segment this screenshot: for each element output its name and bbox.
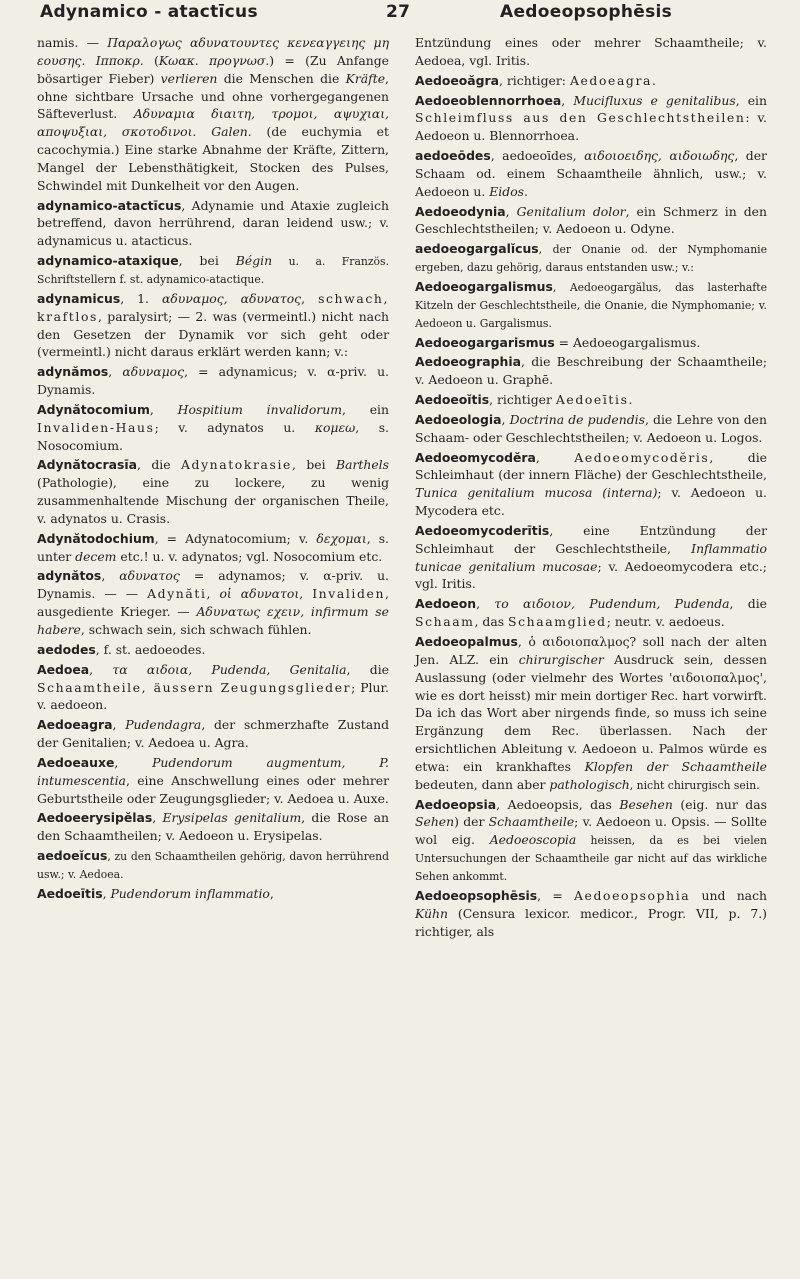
entry-headword: Adynătocomium <box>37 401 150 417</box>
entry-text: , eine Entzündung der Schleimhaut der Geschlechtstheile, <box>415 522 767 556</box>
entry-text: , <box>505 203 517 219</box>
entry-text: namis. — <box>37 35 108 50</box>
entry-text: und nach <box>690 887 767 903</box>
dictionary-entry <box>37 809 389 845</box>
entry-headword: Aedoeoblennorrhoea <box>415 92 562 108</box>
dictionary-entry <box>37 530 389 566</box>
dictionary-entry <box>415 203 767 239</box>
entry-text: Hospitium invalidorum <box>177 401 342 417</box>
dictionary-entry <box>415 522 767 593</box>
entry-text: Kühn <box>415 905 448 921</box>
entry-text: , die Rose an den Schaamtheilen; v. Aedoeon u. Erysipelas. <box>37 810 389 844</box>
entry-text: Inflammatio tunicae genitalium mucosae <box>415 540 767 574</box>
entry-text: Invaliden-Haus <box>37 419 155 435</box>
entry-text: Pudendorum inflammatio <box>110 885 270 901</box>
entry-text: , eine Anschwellung eines oder mehrer Geburtstheile oder Zeugungsglieder; v. Aedoea u. Auxe. <box>37 772 389 806</box>
dictionary-entry <box>37 363 389 399</box>
entry-headword: Aedoeītis <box>37 885 103 901</box>
entry-text: οἱ αδυνατοι <box>219 586 300 602</box>
entry-text: u. a. Französ. Schriftstellern f. st. adynamico-atactique. <box>37 255 389 286</box>
entry-text: Bégin <box>235 253 273 269</box>
entry-text: , der Onanie od. der Nymphomanie ergeben, dazu gehörig, daraus entstanden usw.; v.: <box>415 243 767 275</box>
entry-text: , paralysirt; — 2. was (vermeintl.) nicht nach den Gesetzen der Dynamik vor sich geht oder (vermeintl.) nicht daraus erklärt werden kann; v.: <box>37 308 389 360</box>
entry-text: Entzündung eines oder mehrer Schaamtheile; v. Aedoea, vgl. Iritis. <box>415 35 767 68</box>
entry-text: Aedoeagra <box>569 72 652 88</box>
entry-headword: Aedoeomycoderītis <box>415 522 550 538</box>
entry-headword: adynătos <box>37 568 102 584</box>
dictionary-entry <box>415 34 767 70</box>
header-right-title: Aedoeopsophēsis <box>500 2 673 22</box>
page-number: 27 <box>386 2 411 22</box>
entry-text: Doctrina de pudendis <box>509 411 645 427</box>
entry-text: ; neutr. v. aedoeus. <box>606 614 725 630</box>
entry-text: , schwach sein, sich schwach fühlen. <box>80 622 312 637</box>
entry-text: , = <box>537 887 574 903</box>
entry-text: ; v. Aedoeon u. Opsis. — Sollte wol eig. <box>415 814 767 848</box>
entry-text: , <box>561 92 574 108</box>
entry-headword: Aedoeopsophēsis <box>415 887 538 903</box>
dictionary-entry <box>37 567 389 638</box>
entry-text: , <box>501 411 510 427</box>
dictionary-entry <box>37 641 389 659</box>
entry-text: δεχομαι <box>316 530 367 546</box>
entry-text: , Aedoeopsis, das <box>496 796 620 812</box>
entry-text: = adynamos; v. α-priv. u. Dynamis. — — <box>37 568 389 602</box>
entry-text: , richtiger: <box>499 72 570 88</box>
entry-text: το αιδοιον, Pudendum, Pudenda <box>494 596 730 612</box>
entry-text: αιδοιοειδης, αιδοιωδης <box>584 148 735 164</box>
entry-headword: adynamico-atactīcus <box>37 197 182 213</box>
entry-text: , <box>89 661 113 677</box>
entry-text: , <box>101 568 120 584</box>
entry-text: Αδυναμια διαιτη, τρομοι, αψυχιαι, αποψυξιαι, σκοτοδινοι. Galen. <box>37 106 389 140</box>
entry-text: , s. unter <box>37 530 389 564</box>
entry-headword: Aedoeoăgra <box>415 72 499 88</box>
entry-text: ; v. Aedoeomycodera etc.; vgl. Iritis. <box>415 558 767 592</box>
entry-text: decem <box>75 548 117 564</box>
entry-text: Schaam <box>415 614 475 630</box>
entry-text: Ιπποκρ. <box>95 52 155 68</box>
entry-headword: Adynătodochium <box>37 530 155 546</box>
entry-text: , ohne sichtbare Ursache und ohne vorhergegangenen Säfteverlust. <box>37 70 389 122</box>
entry-text: Sehen <box>415 814 455 830</box>
dictionary-entry <box>415 147 767 201</box>
entry-headword: Aedoeauxe <box>37 754 115 770</box>
dictionary-entry <box>37 754 389 808</box>
entry-text: , <box>152 810 163 826</box>
running-header <box>0 2 800 30</box>
entry-text: , ein <box>735 92 767 108</box>
entry-text: , <box>535 449 575 465</box>
entry-text: , = Adynatocomium; v. <box>154 530 317 546</box>
entry-text: , zu den Schaamtheilen gehörig, davon herrührend usw.; v. Aedoea. <box>37 850 389 881</box>
entry-text: Aedoeopsophia <box>574 887 691 903</box>
dictionary-entry <box>37 885 389 903</box>
entry-text: verlieren <box>160 70 218 86</box>
entry-text: , s. Nosocomium. <box>37 419 389 453</box>
dictionary-entry <box>415 278 767 332</box>
entry-text: : v. Aedoeon u. Blennorrhoea. <box>415 110 767 144</box>
dictionary-entry <box>415 411 767 447</box>
dictionary-entry <box>415 240 767 276</box>
dictionary-entry <box>415 353 767 389</box>
entry-headword: aedoeogargalĭcus <box>415 241 539 257</box>
entry-text: ) der <box>454 814 489 830</box>
entry-text: Κωακ. προγνωσ. <box>158 52 270 68</box>
entry-headword: adynămos <box>37 364 109 380</box>
entry-text: Pudendagra <box>125 717 202 733</box>
entry-text: Schaamtheile <box>488 814 575 830</box>
entry-text: , das <box>474 614 509 630</box>
entry-text: Adynatokrasie <box>180 457 292 473</box>
dictionary-entry <box>37 34 389 195</box>
entry-text: Pudendorum augmentum, P. intumescentia <box>37 754 389 788</box>
entry-text: chirurgischer <box>518 651 604 667</box>
entry-text: Besehen <box>619 796 673 812</box>
entry-text: Eidos <box>489 183 525 199</box>
entry-headword: Aedoeoĭtis <box>415 392 490 408</box>
entry-text: αδυναμος <box>122 364 185 380</box>
entry-text: , <box>269 885 274 901</box>
entry-text: κομεω <box>314 419 356 435</box>
entry-headword: aedodes <box>37 641 96 657</box>
entry-text: Genitalium dolor <box>516 203 626 219</box>
entry-text: Aedoeomycodĕris <box>574 449 710 465</box>
dictionary-entry <box>37 197 389 251</box>
entry-text: αδυνατος <box>119 568 180 584</box>
entry-text: (Pathologie), eine zu lockere, zu wenig zusammenhaltende Mischung der organischen Theile, v. adynatos u. Crasis. <box>37 475 389 526</box>
entry-text: ; v. adynatos u. <box>154 419 315 435</box>
entry-text: , bei <box>178 253 236 269</box>
entry-text: . <box>628 392 633 408</box>
entry-headword: Aedoeodynia <box>415 203 506 219</box>
entry-text: , die Lehre von den Schaam- oder Geschlechtstheilen; v. Aedoeon u. Logos. <box>415 411 767 445</box>
dictionary-entry <box>415 449 767 520</box>
entry-headword: Aedoeogargalismus <box>415 278 553 294</box>
dictionary-entry <box>415 92 767 146</box>
entry-text: τα αιδοια, Pudenda, Genitalia <box>112 661 347 677</box>
entry-headword: adynamicus <box>37 290 121 306</box>
entry-text: (Censura lexicor. medicor., Progr. VII, p. 7.) richtiger, als <box>415 905 767 939</box>
entry-text: heissen, da es bei vielen Untersuchungen der Schaamtheile gar nicht auf das wirkliche Sehen ankommt. <box>415 834 767 883</box>
entry-text: (de euchymia et cacochymia.) Eine starke Abnahme der Kräfte, Zittern, Mangel der Lebensthätigkeit, Stocken des Pulses, Schwindel mit Dunkelheit vor den Augen. <box>37 124 389 193</box>
entry-text: ) = (Zu Anfange bösartiger Fieber) <box>37 52 389 86</box>
right-column <box>415 34 767 940</box>
entry-text: Schaamglied <box>508 614 607 630</box>
entry-text: , Aedoeogargălus, das lasterhafte Kitzeln der Geschlechtstheile, die Onanie, die Nymphomanie; v. Aedoeon u. Gargalismus. <box>415 280 767 330</box>
entry-text: , = adynamicus; v. α-priv. u. Dynamis. <box>37 364 389 398</box>
entry-text: , <box>102 885 111 901</box>
dictionary-entry <box>37 847 389 883</box>
entry-text: Adynăti <box>147 586 207 602</box>
entry-text: , f. st. aedoeodes. <box>95 641 206 657</box>
left-column <box>37 34 389 903</box>
dictionary-entry <box>37 661 389 715</box>
entry-text: (eig. nur das <box>672 796 767 812</box>
dictionary-entry <box>415 72 767 90</box>
dictionary-entry <box>37 290 389 361</box>
entry-text: , der schmerzhafte Zustand der Genitalien; v. Aedoea u. Agra. <box>37 717 389 751</box>
entry-headword: Aedoeopsia <box>415 796 497 812</box>
dictionary-entry <box>415 595 767 631</box>
entry-text: Barthels <box>335 457 389 473</box>
entry-text: etc.! u. v. adynatos; vgl. Nosocomium etc. <box>116 548 383 564</box>
entry-text: Kräfte <box>345 70 386 86</box>
entry-headword: Aedoeogargarismus <box>415 334 555 350</box>
entry-text: , <box>108 364 123 380</box>
entry-text: Invaliden <box>312 586 386 602</box>
entry-text: , die Schleimhaut (der innern Fläche) der Geschlechtstheile, <box>415 449 767 483</box>
entry-text: , <box>301 290 319 306</box>
entry-text: , die Beschreibung der Schaamtheile; v. Aedoeon u. Graphē. <box>415 354 767 388</box>
entry-text: die Menschen die <box>217 70 346 86</box>
entry-text: , die <box>136 457 181 473</box>
dictionary-entry <box>415 391 767 409</box>
entry-text: schwach, kraftlos <box>37 290 389 324</box>
dictionary-entry <box>37 716 389 752</box>
entry-text: αδυναμος, αδυνατος <box>161 290 302 306</box>
entry-headword: Aedoeographia <box>415 354 521 370</box>
entry-text: , ὁ αιδοιοπαλμος? soll nach der alten Jen. ALZ. ein <box>415 634 767 667</box>
dictionary-entry <box>37 401 389 455</box>
entry-headword: Aedoea <box>37 661 90 677</box>
entry-text: , <box>476 596 495 612</box>
entry-headword: Aedoeologia <box>415 411 502 427</box>
dictionary-entry <box>415 887 767 941</box>
dictionary-entry <box>415 633 767 794</box>
entry-headword: aedoeĭcus <box>37 848 108 864</box>
entry-text: Αδυνατως εχειν, infirmum se habere <box>37 604 389 637</box>
entry-text: , die <box>346 661 389 677</box>
header-left-title: Adynamico - atactīcus <box>40 2 258 22</box>
entry-text: , bei <box>291 457 336 473</box>
entry-text: Schaamtheile, äussern Zeugungsglieder <box>37 679 352 695</box>
entry-headword: Aedoeopalmus <box>415 634 518 649</box>
entry-text: pathologisch <box>549 776 630 792</box>
entry-text: , ein <box>341 401 389 417</box>
entry-headword: aedoeōdes <box>415 148 491 164</box>
dictionary-entry <box>415 796 767 885</box>
entry-text: ; v. Aedoeon u. Mycodera etc. <box>415 485 767 519</box>
entry-text: , 1. <box>120 290 162 306</box>
dictionary-entry <box>37 456 389 527</box>
entry-text: , Adynamie und Ataxie zugleich betreffend, davon herrührend, daran leidend usw.; v. adynamicus u. atacticus. <box>37 197 389 249</box>
entry-text: , <box>149 401 178 417</box>
entry-text: Aedoeītis <box>555 392 629 408</box>
dictionary-entry <box>37 252 389 288</box>
entry-text: , <box>206 586 220 602</box>
entry-text: . <box>651 72 656 88</box>
entry-text: , <box>114 754 153 770</box>
entry-text: Mucifluxus e genitalibus <box>573 92 736 108</box>
entry-text: Tunica genitalium mucosa (interna) <box>415 485 658 501</box>
entry-text: , <box>112 717 126 733</box>
entry-text: , nicht chirurgisch sein. <box>629 778 760 792</box>
entry-text: , ein Schmerz in den Geschlechtstheilen; v. Aedoeon u. Odyne. <box>415 203 767 237</box>
entry-text: , aedoeoīdes, <box>490 148 585 164</box>
entry-text: Klopfen der Schaamtheile <box>584 758 767 774</box>
entry-text: . <box>524 183 528 199</box>
dictionary-entry <box>415 334 767 352</box>
entry-text: Aedoeoscopia <box>489 832 577 848</box>
entry-text: Παραλογως αδυνατουντες κενεαγγειης μη εουσης. <box>37 35 389 68</box>
entry-text: Erysipelas genitalium <box>162 810 302 826</box>
entry-text: Schleimfluss aus den Geschlechtstheilen <box>415 110 746 126</box>
entry-headword: Aedoeerysipĕlas <box>37 810 153 826</box>
entry-text: , ausgediente Krieger. — <box>37 586 389 620</box>
entry-text: , <box>299 586 313 602</box>
entry-headword: Aedoeagra <box>37 717 113 733</box>
entry-headword: adynamico-ataxique <box>37 253 179 269</box>
entry-text: , der Schaam od. einem Schaamtheile ähnlich, usw.; v. Aedoeon u. <box>415 148 767 199</box>
entry-text: bedeuten, dann aber <box>415 776 550 792</box>
entry-headword: Aedoeomycodĕra <box>415 449 536 465</box>
entry-text: , die <box>729 596 767 612</box>
entry-text: , richtiger <box>489 392 556 408</box>
entry-headword: Aedoeon <box>415 596 477 612</box>
entry-text: = Aedoeogargalismus. <box>554 334 701 350</box>
entry-text: Ausdruck sein, dessen Auslassung (oder vielmehr des Wortes 'αιδοιοπαλμος', wie es dort heisst) mir mein dortiger Rec. hart vorwirft. Da ich das Wort aber nirgends finde, so muss ich seine Ergänzung dem Rec. überlassen. Nach der ersichtlichen Ableitung v. Aedoeon u. Palmos würde es etwa: ein krankhaftes <box>415 651 767 774</box>
entry-text: ( <box>154 52 159 68</box>
entry-headword: Adynătocrasīa <box>37 457 137 473</box>
entry-text: ; Plur. v. aedoeon. <box>37 679 389 713</box>
